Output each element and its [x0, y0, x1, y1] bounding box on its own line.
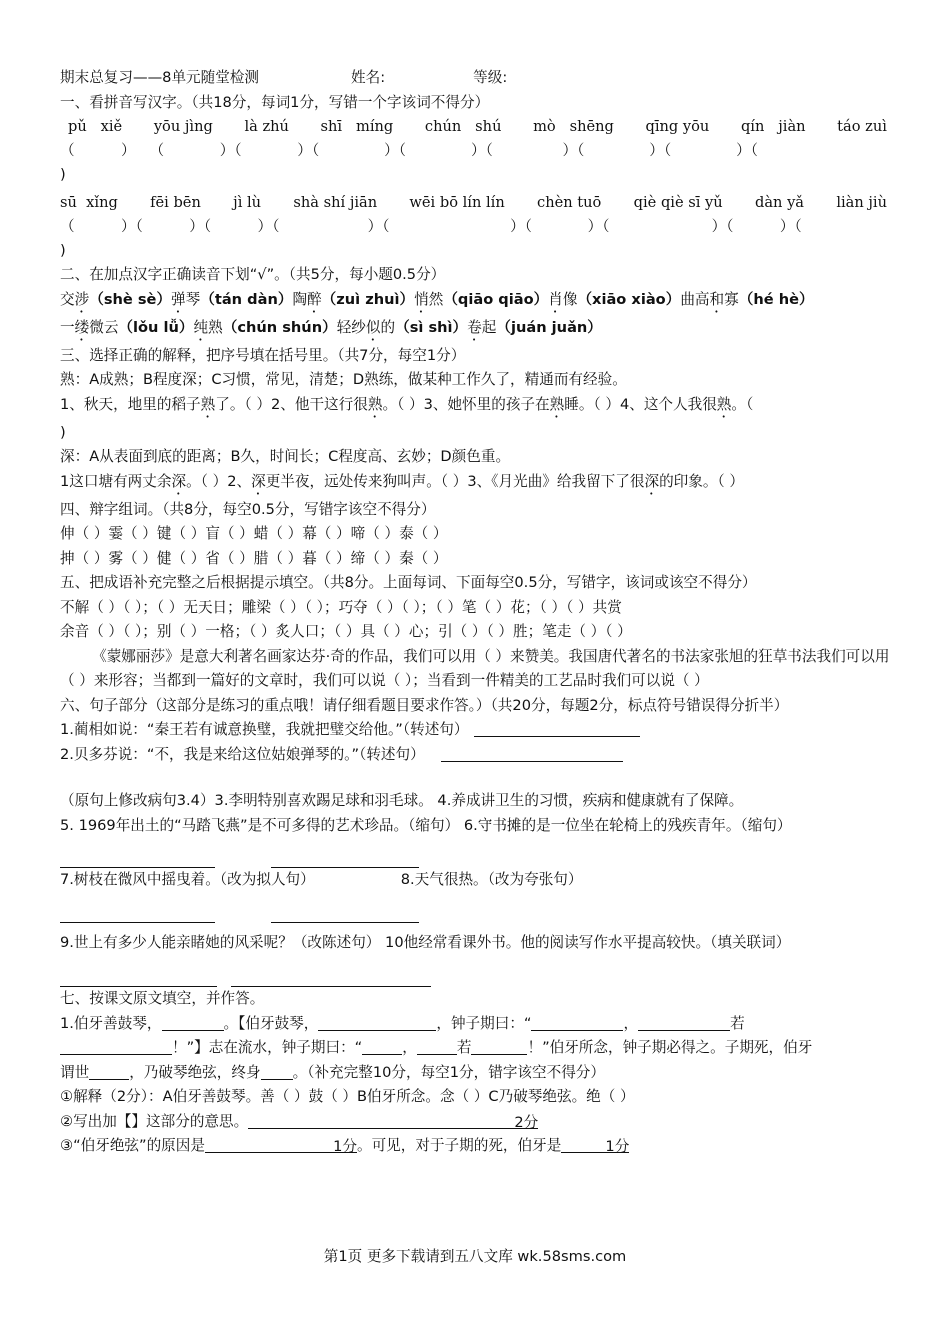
pinyin-word: shī míng — [320, 118, 394, 135]
text-l2b: ， — [402, 1039, 417, 1056]
pronunciation-item — [171, 291, 292, 308]
answer-paren[interactable]: （ ） — [316, 525, 351, 542]
answer-paren[interactable]: （ ） — [123, 549, 157, 567]
compare-char: 雾 — [108, 549, 124, 567]
section-4-title: 四、辩字组词。（共8分，每空0.5分，写错字该空不得分） — [60, 500, 436, 518]
question-text: 睡。（ ） — [564, 395, 620, 413]
word-part: 陶 — [292, 290, 308, 308]
compare-char: 腊 — [253, 549, 269, 567]
answer-line-q7[interactable] — [60, 921, 215, 923]
pinyin-word: yōu jìng — [153, 118, 213, 135]
compare-char: 抻 — [60, 549, 75, 567]
answer-lines-q9-q10 — [60, 955, 895, 987]
pinyin-word: chèn tuō — [537, 194, 602, 211]
classical-q3 — [60, 1134, 895, 1159]
pronunciation-item — [60, 319, 194, 336]
section-3-title: 三、选择正确的解释，把序号填在括号里。（共7分，每空1分） — [60, 346, 466, 364]
dotted-char: 深 — [171, 472, 187, 490]
pinyin-word: qīng yōu — [645, 118, 710, 135]
word-part: 熟 — [208, 318, 223, 336]
answer-paren[interactable]: （ ） — [365, 525, 400, 542]
compare-char: 幕 — [302, 525, 317, 542]
blank-4[interactable] — [638, 1013, 730, 1031]
pinyin-word: chún shú — [424, 118, 502, 135]
question-text: 3、《月光曲》给我留下了很 — [467, 472, 645, 490]
pinyin-row-2 — [60, 187, 895, 215]
dotted-char: 熟 — [549, 395, 565, 413]
question-text: 更半夜，远处传来狗叫声。（ ） — [265, 472, 468, 490]
dotted-char: 涉 — [74, 290, 90, 308]
answer-paren[interactable]: （ ） — [171, 549, 206, 567]
char-compare-row-2 — [60, 547, 895, 572]
blank-9[interactable] — [89, 1062, 129, 1080]
pinyin-options[interactable]: （qiāo qiāo） — [443, 290, 549, 308]
name-label: 姓名: — [351, 69, 386, 86]
pinyin-options[interactable]: （shè sè） — [89, 290, 172, 308]
dotted-char: 弹 — [171, 290, 186, 308]
answer-line-q1[interactable] — [474, 719, 640, 737]
pronunciation-item — [292, 291, 414, 308]
dotted-char: 缕 — [74, 318, 90, 336]
text-l2d: ！”伯牙所念，钟子期必得之。子期死，伯牙 — [527, 1039, 813, 1056]
text-l1b: 。【伯牙鼓琴， — [223, 1014, 319, 1032]
compare-char: 缔 — [350, 549, 366, 567]
question-text: 了。（ ） — [215, 395, 271, 413]
text-l3a: 谓世 — [60, 1063, 90, 1081]
pinyin-options[interactable]: （tán dàn） — [200, 290, 293, 308]
pinyin-options[interactable]: （sì shì） — [395, 318, 468, 336]
text-l1e: 若 — [730, 1014, 745, 1032]
answer-paren[interactable]: （ ） — [74, 549, 109, 567]
word-part: 然 — [428, 290, 444, 308]
shu-definitions: 熟：A成熟；B程度深；C习惯，常见，清楚；D熟练，做某种工作久了，精通而有经验。 — [60, 371, 627, 388]
answer-lines-q5-q6 — [60, 838, 895, 868]
pinyin-word: qiè qiè sī yǔ — [633, 194, 723, 211]
pronunciation-item — [414, 291, 548, 308]
word-part: 交 — [60, 290, 75, 308]
worksheet — [60, 66, 895, 1159]
compare-char: 健 — [156, 549, 172, 567]
word-part: 轻纱 — [336, 318, 366, 336]
sentence-q9-q10: 9.世上有多少人能亲睹她的风采呢？（改陈述句） 10他经常看课外书。他的阅读写作水平提高较快。（填关联词） — [60, 933, 791, 951]
sentence-q2-text: 2.贝多芬说：“不，我是来给这位姑娘弹琴的。”（转述句） — [60, 745, 425, 763]
grade-label: 等级: — [473, 69, 508, 86]
classical-q3-text: ③“伯牙绝弦”的原因是 — [60, 1137, 205, 1154]
classical-line-3 — [60, 1061, 895, 1086]
classical-line-2 — [60, 1036, 895, 1061]
pronunciation-item — [60, 291, 171, 308]
classical-q3-text-2: 。可见，对于子期的死，伯牙是 — [356, 1137, 562, 1154]
dotted-char: 纯 — [193, 318, 209, 336]
paren-row-1-close: ) — [60, 166, 66, 183]
shen-definitions: 深：A从表面到底的距离；B久，时间长；C程度高、玄妙；D颜色重。 — [60, 448, 511, 465]
question-text: 2、 — [227, 472, 252, 490]
section-2-title: 二、在加点汉字正确读音下划“√”。（共5分，每小题0.5分） — [60, 266, 446, 283]
dotted-char: 似 — [365, 318, 381, 336]
pronunciation-item — [337, 319, 467, 336]
dotted-char: 熟 — [716, 395, 732, 413]
pinyin-word: fēi bēn — [150, 194, 201, 211]
pronunciation-line-1 — [60, 288, 895, 316]
pronunciation-item — [467, 319, 602, 336]
sentence-q8-text: 8.天气很热。（改为夸张句） — [400, 871, 583, 888]
dotted-char: 和 — [709, 290, 725, 308]
pinyin-word: dàn yǎ — [754, 194, 805, 211]
pinyin-word: jì lù — [233, 194, 262, 211]
dotted-char: 卷 — [467, 318, 482, 336]
answer-line-c3b[interactable] — [561, 1135, 629, 1153]
pinyin-options[interactable]: （lǒu lǚ） — [118, 318, 194, 336]
idiom-row-2: 余音（ ）（ ）；别（ ）一格；（ ）炙人口；（ ）具（ ）心；引（ ）（ ）胜；笔走（ ）（ ） — [60, 623, 632, 640]
answer-lines-q7-q8 — [60, 893, 895, 923]
dotted-char: 悄 — [414, 290, 429, 308]
shen-questions — [60, 470, 895, 498]
answer-paren[interactable]: （ ） — [123, 525, 157, 542]
question-text: 1、秋天，地里的稻子 — [60, 395, 201, 413]
answer-paren[interactable]: （ ） — [171, 525, 206, 542]
section-5-title: 五、把成语补充完整之后根据提示填空。（共8分。上面每词、下面每空0.5分，写错字，该词或该空不得分） — [60, 574, 757, 591]
answer-paren[interactable]: （ ） — [219, 549, 254, 567]
pinyin-row-1 — [60, 115, 895, 139]
pinyin-options[interactable]: （juán juǎn） — [496, 318, 602, 336]
compare-char: 秦 — [399, 549, 414, 567]
answer-paren[interactable]: （ ） — [268, 525, 303, 542]
text-l3c: 。（补充完整10分，每空1分，错字该空不得分） — [292, 1063, 605, 1081]
word-part: 的 — [380, 318, 396, 336]
question-text: 2、他干这行很 — [270, 395, 368, 413]
answer-line-c2[interactable] — [248, 1111, 538, 1129]
question-text: 3、她怀里的孩子在 — [423, 395, 550, 413]
word-part: 琴 — [185, 290, 201, 308]
pinyin-word: táo zuì — [837, 118, 887, 135]
points-c3b: 1分 — [605, 1138, 630, 1155]
pinyin-word: wēi bō lín lín — [409, 194, 505, 211]
pinyin-word: liàn jiù — [836, 194, 887, 211]
points-c2: 2分 — [514, 1113, 539, 1131]
pinyin-options[interactable]: （zuì zhuì） — [321, 290, 415, 308]
compare-char: 啼 — [350, 525, 366, 542]
pinyin-word: qín jiàn — [740, 118, 806, 135]
compare-char: 泰 — [399, 525, 414, 542]
blank-10[interactable] — [261, 1062, 293, 1080]
pinyin-options[interactable]: （chún shún） — [222, 318, 337, 336]
question-text: 。（ ） — [186, 472, 228, 490]
section-7-title: 七、按课文原文填空，并作答。 — [60, 990, 265, 1007]
dotted-char: 深 — [251, 472, 266, 490]
pinyin-word: mò shēng — [533, 118, 614, 135]
page-title: 期末总复习——8单元随堂检测 — [60, 69, 260, 86]
paren-row-2-close: ) — [60, 242, 66, 259]
pronunciation-item — [548, 291, 680, 308]
dotted-char: 熟 — [200, 395, 216, 413]
paren-row-1: （ ） （ ）（ ）（ ）（ ）（ ）（ ）（ ）（ — [60, 142, 758, 159]
blank-1[interactable] — [162, 1013, 224, 1031]
dotted-char: 深 — [644, 472, 660, 490]
header-line — [60, 66, 895, 91]
pronunciation-line-2 — [60, 316, 895, 344]
sentence-q5-q6: 5. 1969年出土的“马踏飞燕”是不可多得的艺术珍品。（缩句） 6.守书摊的是一位坐在轮椅上的残疾青年。（缩句） — [60, 816, 792, 834]
pinyin-word: sū xǐng — [60, 194, 118, 211]
paren-row-2: （ ）（ ）（ ）（ ）（ ）（ ）（ ）（ ）（ — [60, 218, 802, 235]
compare-char: 蜡 — [253, 525, 269, 542]
classical-q2-text: ②写出加【】这部分的意思。 — [60, 1112, 249, 1130]
blank-2[interactable] — [318, 1013, 436, 1031]
pinyin-word: shà shí jiān — [293, 194, 378, 211]
text-l1c: ，钟子期曰：“ — [436, 1014, 532, 1032]
shu-close: ) — [60, 423, 66, 441]
word-part: 寡 — [724, 290, 739, 308]
question-text: 。（ — [731, 395, 754, 413]
word-part: 起 — [481, 318, 497, 336]
sentence-q2 — [60, 743, 895, 768]
word-part: 一 — [60, 318, 75, 336]
sentence-q7-text: 7.树枝在微风中摇曳着。（改为拟人句） — [60, 871, 315, 888]
shu-questions — [60, 393, 895, 421]
classical-q2 — [60, 1110, 895, 1135]
pronunciation-item — [680, 291, 813, 308]
idiom-paragraph: 《蒙娜丽莎》是意大利著名画家达芬·奇的作品，我们可以用（ ）来赞美。我国唐代著名的书法家张旭的狂草书法我们可以用（ ）来形容；当都到一篇好的文章时，我们可以说（ ）；当看到一件精美的工艺品时我们可以说（ ） — [60, 647, 890, 689]
answer-line-q8[interactable] — [271, 921, 419, 923]
text-l1d: ， — [623, 1014, 639, 1032]
dotted-char: 醉 — [307, 290, 322, 308]
pinyin-word: là zhú — [244, 118, 289, 135]
pinyin-options[interactable]: （xiāo xiào） — [577, 290, 681, 308]
compare-char: 键 — [156, 525, 172, 542]
blank-5[interactable] — [60, 1037, 172, 1055]
page-footer: 第1页 更多下载请到五八文库 wk.58sms.com — [323, 1248, 627, 1265]
classical-q1: ①解释（2分）：A伯牙善鼓琴。善（ ）鼓（ ）B伯牙所念。念（ ）C乃破琴绝弦。绝（ ） — [60, 1088, 635, 1105]
text-l1a: 1.伯牙善鼓琴， — [60, 1014, 162, 1032]
answer-line-q2[interactable] — [441, 744, 623, 762]
question-text: 1这口塘有两丈余 — [60, 472, 172, 490]
section-1-title: 一、看拼音写汉字。（共18分，每词1分，写错一个字该词不得分） — [60, 93, 490, 111]
question-text: 4、这个人我很 — [619, 395, 717, 413]
idiom-row-1: 不解（ ）（ ）；（ ）无天日；雕梁（ ）（ ）；巧夺（ ）（ ）；（ ）笔（ ）花；（ ）（ ）共赏 — [60, 598, 622, 616]
answer-paren[interactable]: （ ） — [413, 549, 448, 567]
dotted-char: 熟 — [367, 395, 383, 413]
compare-char: 霎 — [108, 525, 124, 542]
section-6-title: 六、句子部分（这部分是练习的重点哦！请仔细看题目要求作答。）（共20分，每题2分，标点符号错误得分折半） — [60, 696, 789, 714]
sentence-q1 — [60, 718, 895, 743]
word-part: 曲高 — [680, 290, 710, 308]
pronunciation-item — [194, 319, 337, 336]
answer-paren[interactable]: （ ） — [219, 525, 254, 542]
blank-3[interactable] — [531, 1013, 623, 1031]
answer-line-c3a[interactable] — [205, 1135, 357, 1153]
sentence-q7-q8 — [60, 868, 895, 893]
pinyin-options[interactable]: （hé hè） — [738, 290, 814, 308]
pinyin-word: pǔ xiě — [68, 118, 123, 135]
compare-char: 省 — [205, 549, 220, 567]
compare-char: 暮 — [302, 549, 317, 567]
char-compare-row-1 — [60, 522, 895, 547]
word-part: 像 — [562, 290, 578, 308]
answer-paren[interactable]: （ ） — [316, 549, 351, 567]
compare-char: 伸 — [60, 525, 75, 542]
question-text: 的印象。（ ） — [659, 472, 744, 490]
word-part: 微云 — [89, 318, 119, 336]
text-l2a: ！”】志在流水，钟子期曰：“ — [172, 1039, 363, 1056]
text-l3b: ，乃破琴绝弦，终身 — [129, 1063, 261, 1081]
answer-paren[interactable]: （ ） — [268, 549, 303, 567]
sentence-q3-q4: （原句上修改病句3.4）3.李明特别喜欢踢足球和羽毛球。 4.养成讲卫生的习惯，疾病和健康就有了保障。 — [60, 792, 744, 809]
points-c3a: 1分 — [333, 1138, 357, 1155]
answer-paren[interactable]: （ ） — [74, 525, 109, 542]
classical-line-1 — [60, 1012, 895, 1037]
blank-6[interactable] — [362, 1037, 402, 1055]
blank-8[interactable] — [471, 1037, 527, 1055]
blank-7[interactable] — [417, 1037, 457, 1055]
answer-paren[interactable]: （ ） — [413, 525, 448, 542]
sentence-q1-text: 1.蔺相如说：“秦王若有诚意换璧，我就把璧交给他。”（转述句） — [60, 721, 469, 738]
question-text: 。（ ） — [382, 395, 424, 413]
text-l2c: 若 — [456, 1039, 472, 1056]
answer-paren[interactable]: （ ） — [365, 549, 400, 567]
compare-char: 盲 — [205, 525, 220, 542]
dotted-char: 肖 — [548, 290, 563, 308]
